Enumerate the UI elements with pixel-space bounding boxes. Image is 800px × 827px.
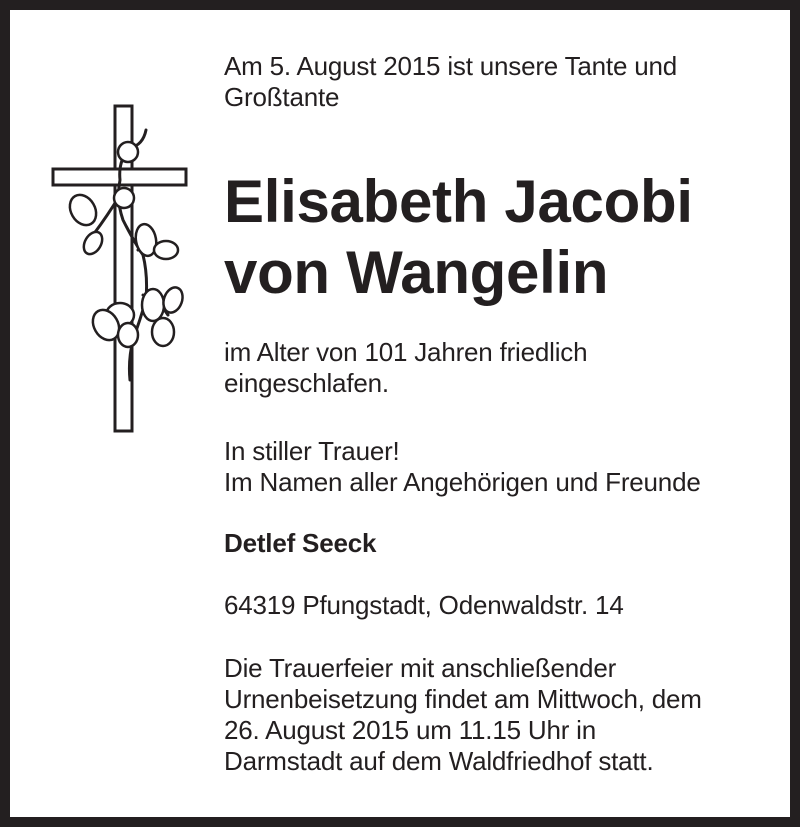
address: 64319 Pfungstadt, Odenwaldstr. 14: [224, 590, 624, 620]
age-text: [224, 337, 587, 399]
mourning-line: Im Namen aller Angehörigen und Freunde: [224, 467, 701, 497]
service-info: [224, 653, 702, 777]
name-line: Elisabeth Jacobi: [224, 168, 693, 235]
service-line: Urnenbeisetzung findet am Mittwoch, dem: [224, 684, 702, 714]
mourning-text: [224, 436, 701, 498]
signer-name: Detlef Seeck: [224, 528, 377, 558]
service-line: Darmstadt auf dem Waldfriedhof statt.: [224, 746, 654, 776]
service-line: 26. August 2015 um 11.15 Uhr in: [224, 715, 597, 745]
deceased-name: [224, 166, 693, 308]
intro-line: Großtante: [224, 82, 340, 112]
service-line: Die Trauerfeier mit anschließender: [224, 653, 617, 683]
intro-line: Am 5. August 2015 ist unsere Tante und: [224, 51, 678, 81]
age-line: im Alter von 101 Jahren friedlich: [224, 337, 588, 367]
cross-with-roses-icon: [48, 100, 193, 435]
name-line: von Wangelin: [224, 239, 609, 306]
mourning-line: In stiller Trauer!: [224, 436, 400, 466]
intro-text: [224, 51, 677, 113]
age-line: eingeschlafen.: [224, 368, 389, 398]
